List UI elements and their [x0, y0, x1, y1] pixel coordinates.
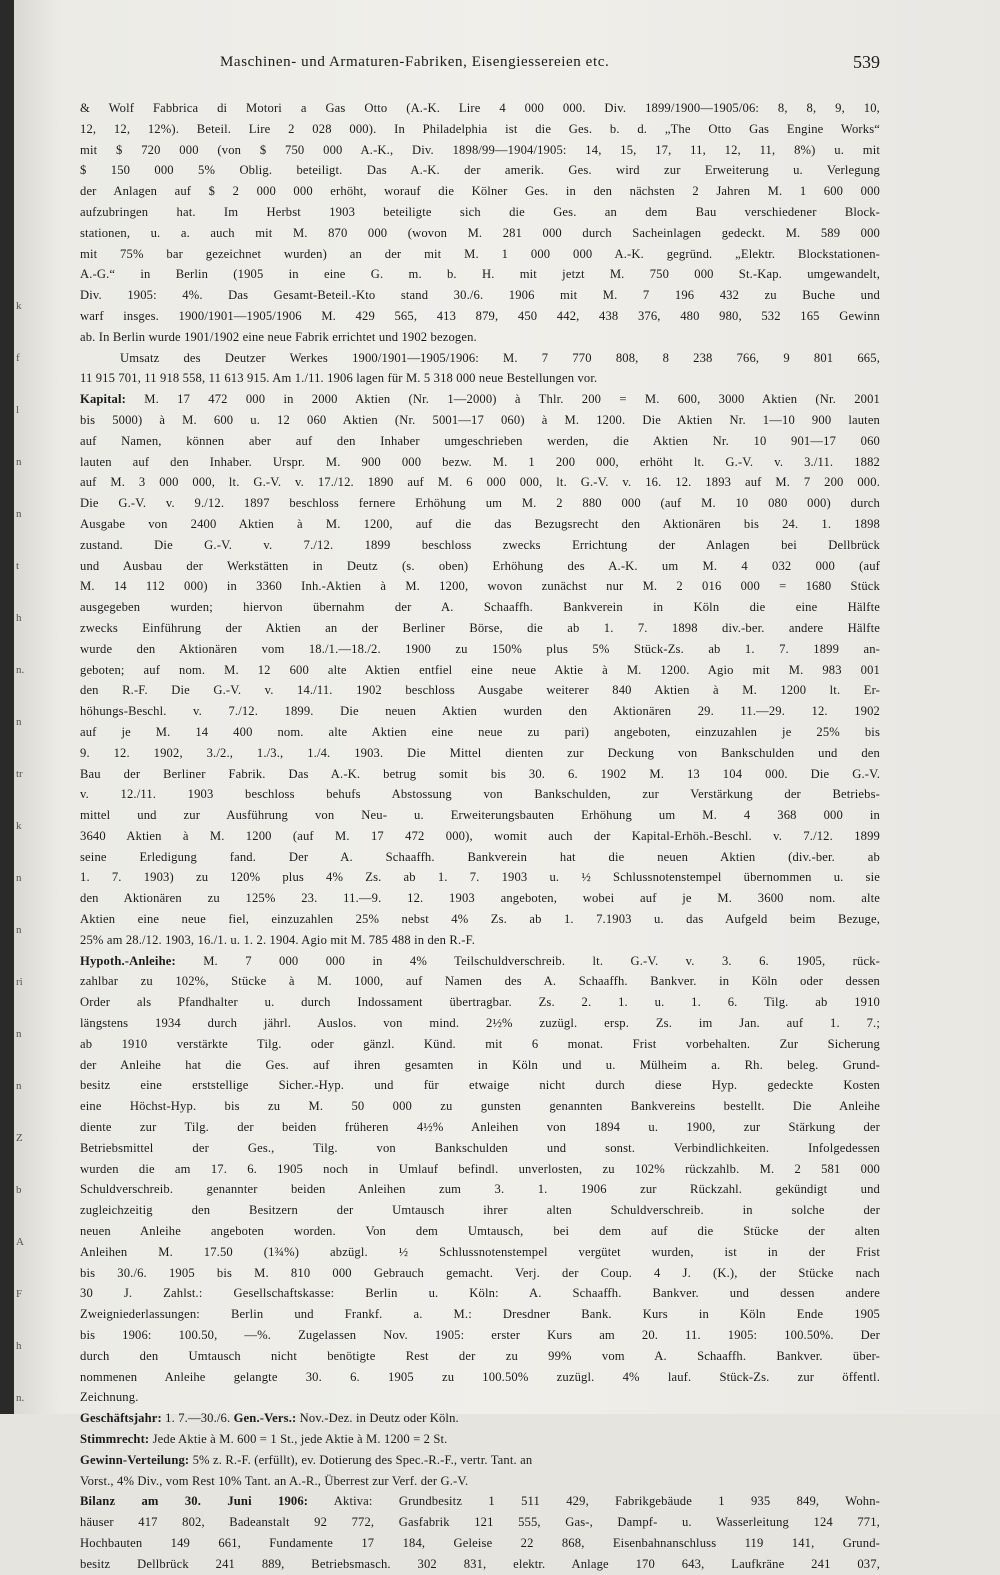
line-text: 1. 7.—30./6. [165, 1411, 231, 1426]
line-text: zwecks Einführung der Aktien an der Berliner Börse, die ab 1. 7. 1898 div.-ber. andere Hälfte [80, 620, 880, 635]
text-line [80, 535, 880, 556]
line-text: 11 915 701, 11 918 558, 11 613 915. Am 1./11. 1906 lagen für M. 5 318 000 neue Bestellungen vor. [80, 371, 598, 386]
line-text: auf Namen, können aber auf den Inhaber umgeschrieben werden, die Aktien Nr. 10 901—17 060 [80, 433, 880, 448]
text-line [80, 909, 880, 930]
text-line [80, 1429, 880, 1450]
margin-fragment: n [16, 456, 22, 468]
line-text: besitz eine erststellige Sicher.-Hyp. und für etwaige nicht durch diese Hyp. gedeckte Kosten [80, 1078, 880, 1093]
line-text: mit 75% bar gezeichnet wurden) an der mit M. 1 000 000 A.-K. gegründ. „Elektr. Blockstationen- [80, 246, 880, 261]
text-line [80, 971, 880, 992]
text-line [80, 1221, 880, 1242]
text-line [80, 888, 880, 909]
line-text: zustand. Die G.-V. v. 7./12. 1899 beschloss zwecks Errichtung der Anlagen bei Dellbrück [80, 537, 880, 552]
line-text: häuser 417 802, Badeanstalt 92 772, Gasfabrik 121 555, Gas-, Dampf- u. Wasserleitung 124 771, [80, 1515, 880, 1530]
line-text: bis 1906: 100.50, —%. Zugelassen Nov. 1905: erster Kurs am 20. 11. 1905: 100.50%. Der [80, 1328, 880, 1343]
section-label: Stimmrecht: [80, 1432, 150, 1446]
line-text: höhungs-Beschl. v. 7./12. 1899. Die neuen Aktien wurden den Aktionären 29. 11.—29. 12. 1902 [80, 704, 880, 719]
margin-fragment: ri [16, 976, 23, 988]
margin-fragment: h [16, 612, 22, 624]
line-text: Order als Pfandhalter u. durch Indossament übertragbar. Zs. 2. 1. u. 1. 6. Tilg. ab 1910 [80, 995, 880, 1010]
running-head: Maschinen- und Armaturen-Fabriken, Eisengiessereien etc. [220, 54, 610, 70]
text-line [80, 847, 880, 868]
text-line [80, 1491, 880, 1512]
line-text: seine Erledigung fand. Der A. Schaaffh. Bankverein hat die neuen Aktien (div.-ber. ab [80, 849, 880, 864]
page-header [120, 54, 880, 78]
text-line [80, 1471, 880, 1492]
text-line [80, 264, 880, 285]
text-line [80, 618, 880, 639]
margin-fragment: f [16, 352, 20, 364]
text-line [80, 389, 880, 410]
line-text: zahlbar zu 102%, Stücke à M. 1000, auf Namen des A. Schaaffh. Bankver. in Köln oder dessen [80, 974, 880, 989]
text-line [80, 514, 880, 535]
text-line [80, 1408, 880, 1429]
line-text: der Anleihe hat die Ges. auf ihren gesamten in Köln und u. Mülheim a. Rh. beleg. Grund- [80, 1057, 880, 1072]
text-line [80, 743, 880, 764]
line-text: mittel und zur Ausführung von Neu- u. Erweiterungsbauten Erhöhung um M. 4 368 000 in [80, 808, 880, 823]
line-text: neuen Anleihe angeboten worden. Von dem Umtausch, bei dem auf die Stücke der alten [80, 1224, 880, 1239]
text-line [80, 472, 880, 493]
text-line [80, 1055, 880, 1076]
line-text: $ 150 000 5% Oblig. beteiligt. Das A.-K. der amerik. Ges. wird zur Erweiterung u. Verlegung [80, 163, 880, 178]
text-line [80, 1450, 880, 1471]
margin-fragment: n [16, 716, 22, 728]
line-text: warf insges. 1900/1901—1905/1906 M. 429 565, 413 879, 450 442, 438 376, 480 980, 532 165 Gewinn [80, 308, 880, 323]
line-text: M. 17 472 000 in 2000 Aktien (Nr. 1—2000) à Thlr. 200 = M. 600, 3000 Aktien (Nr. 2001 [144, 392, 880, 407]
line-text: Schuldverschreib. genannter beiden Anleihen zum 3. 1. 1906 zur Rückzahl. gekündigt und [80, 1182, 880, 1197]
line-text: Umsatz des Deutzer Werkes 1900/1901—1905/1906: M. 7 770 808, 8 238 766, 9 801 665, [120, 350, 880, 365]
text-line [80, 327, 880, 348]
line-text: geboten; auf nom. M. 12 600 alte Aktien entfiel eine neue Aktie à M. 1200. Agio mit M. 983 001 [80, 662, 880, 677]
text-line [80, 1242, 880, 1263]
text-line [80, 140, 880, 161]
margin-fragment: n [16, 872, 22, 884]
line-text: 12, 12, 12%). Beteil. Lire 2 028 000). In Philadelphia ist die Ges. b. d. „The Otto Gas Engine Works“ [80, 121, 880, 136]
page-number: 539 [853, 52, 880, 72]
text-line [80, 1554, 880, 1575]
line-text: 9. 12. 1902, 3./2., 1./3., 1./4. 1903. Die Mittel dienten zur Deckung von Bankschulden und den [80, 745, 880, 760]
line-text: 5% z. R.-F. (erfüllt), ev. Dotierung des Spec.-R.-F., vertr. Tant. an [192, 1452, 533, 1467]
text-line [80, 493, 880, 514]
margin-fragment: Z [16, 1132, 23, 1144]
text-line [80, 992, 880, 1013]
line-text: Vorst., 4% Div., vom Rest 10% Tant. an A.-R., Überrest zur Verf. der G.-V. [80, 1473, 469, 1488]
text-line [80, 160, 880, 181]
margin-fragment: n [16, 1080, 22, 1092]
line-text: 3640 Aktien à M. 1200 (auf M. 17 472 000), womit auch der Kapital-Erhöh.-Beschl. v. 7./12. 1899 [80, 828, 880, 843]
line-text: eine Höchst-Hyp. bis zu M. 50 000 zu gunsten genannten Bankvereins bestellt. Die Anleihe [80, 1099, 880, 1114]
text-line [80, 306, 880, 327]
text-line [80, 597, 880, 618]
line-text: den Aktionären zu 125% 23. 11.—9. 12. 1903 angeboten, wobei auf je M. 3600 nom. alte [80, 891, 880, 906]
text-line [80, 1034, 880, 1055]
line-text: nommenen Anleihe gelangte 30. 6. 1905 zu 100.50% zuzügl. 4% lauf. Stück-Zs. zur öffentl. [80, 1369, 880, 1384]
line-text: Anleihen M. 17.50 (1¾%) abzügl. ½ Schlussnotenstempel vergütet wurden, ist in der Frist [80, 1244, 880, 1259]
line-text: ab. In Berlin wurde 1901/1902 eine neue Fabrik errichtet und 1902 bezogen. [80, 329, 477, 344]
text-line [80, 119, 880, 140]
text-line [80, 1179, 880, 1200]
body-text [80, 98, 880, 1575]
text-line [80, 951, 880, 972]
margin-fragment: n. [16, 1392, 25, 1404]
line-text: wurden die am 17. 6. 1905 noch in Umlauf befindl. unverlosten, zu 102% rückzahlb. M. 2 581 000 [80, 1161, 880, 1176]
section-label: Gewinn-Verteilung: [80, 1452, 190, 1467]
text-line [80, 1325, 880, 1346]
text-line [80, 805, 880, 826]
margin-fragment: tr [16, 768, 23, 780]
text-line [80, 1200, 880, 1221]
section-label: Hypoth.-Anleihe: [80, 953, 176, 968]
line-text: zugleichzeitig den Besitzern der Umtausch ihrer alten Schuldverschreib. in solche der [80, 1203, 880, 1218]
line-text: stationen, u. a. auch mit M. 870 000 (wovon M. 281 000 durch Sacheinlagen gedeckt. M. 589 000 [80, 225, 880, 240]
text-line [80, 410, 880, 431]
line-text: diente zur Tilg. der beiden früheren 4½% Anleihen von 1894 u. 1900, zur Stärkung der [80, 1120, 880, 1135]
scan-edge-shadow [0, 0, 14, 1414]
line-text: A.-G.“ in Berlin (1905 in eine G. m. b. H. mit jetzt M. 750 000 St.-Kap. umgewandelt, [80, 267, 880, 282]
text-line [80, 1159, 880, 1180]
section-label: Bilanz am 30. Juni 1906: [80, 1494, 309, 1509]
line-text: auf je M. 14 400 nom. alte Aktien eine neue zu pari) angeboten, einzuzahlen je 25% bis [80, 724, 880, 739]
margin-fragment: t [16, 560, 20, 572]
text-line [80, 244, 880, 265]
line-text: & Wolf Fabbrica di Motori a Gas Otto (A.-K. Lire 4 000 000. Div. 1899/1900—1905/06: 8, 8, 9, 10, [80, 101, 880, 115]
line-text: 30 J. Zahlst.: Gesellschaftskasse: Berlin u. Köln: A. Schaaffh. Bankver. und dessen andere [80, 1286, 880, 1301]
line-text: aufzubringen hat. Im Herbst 1903 beteiligte sich die Ges. an dem Bau verschiedener Block- [80, 204, 880, 219]
text-line [80, 639, 880, 660]
line-text: durch den Umtausch nicht benötigte Rest der zu 99% vom A. Schaaffh. Bankver. über- [80, 1348, 880, 1363]
line-text: ausgegeben wurden; hiervon übernahm der A. Schaaffh. Bankverein in Köln die eine Hälfte [80, 600, 880, 615]
text-line [80, 784, 880, 805]
text-line [80, 1367, 880, 1388]
text-line [80, 368, 880, 389]
text-line [80, 1512, 880, 1533]
text-line [80, 452, 880, 473]
line-text: Ausgabe von 2400 Aktien à M. 1200, auf die das Bezugsrecht den Aktionären bis 24. 1. 1898 [80, 516, 880, 531]
text-line [80, 1075, 880, 1096]
line-text: auf M. 3 000 000, lt. G.-V. v. 17./12. 1890 auf M. 6 000 000, lt. G.-V. v. 16. 12. 1893 auf M. 7 200 000. [80, 475, 880, 490]
margin-fragment: h [16, 1340, 22, 1352]
margin-fragment: l [16, 404, 20, 416]
text-line [80, 576, 880, 597]
text-line [80, 1138, 880, 1159]
text-line [80, 1304, 880, 1325]
line-text: und Ausbau der Werkstätten in Deutz (s. oben) Erhöhung des A.-K. um M. 4 032 000 (auf [80, 558, 880, 573]
text-line [80, 1013, 880, 1034]
line-text: den R.-F. Die G.-V. v. 14./11. 1902 beschloss Ausgabe weiterer 840 Aktien à M. 1200 lt. Er- [80, 683, 880, 698]
text-line [80, 930, 880, 951]
section-label: Gen.-Vers.: [233, 1411, 297, 1426]
line-text: Bau der Berliner Fabrik. Das A.-K. betrug somit bis 30. 6. 1902 M. 13 104 000. Die G.-V. [80, 766, 880, 781]
text-line [80, 181, 880, 202]
margin-fragment: k [16, 300, 22, 312]
section-label: Geschäftsjahr: [80, 1411, 162, 1426]
text-line [80, 680, 880, 701]
text-line [80, 1533, 880, 1554]
line-text: Aktiva: Grundbesitz 1 511 429, Fabrikgebäude 1 935 849, Wohn- [333, 1494, 880, 1509]
text-line [80, 1263, 880, 1284]
margin-fragment: F [16, 1288, 23, 1300]
line-text: M. 7 000 000 in 4% Teilschuldverschreib. lt. G.-V. v. 3. 6. 1905, rück- [203, 953, 880, 968]
margin-fragment: n [16, 924, 22, 936]
margin-fragment: k [16, 820, 22, 832]
margin-fragments [14, 0, 34, 1414]
line-text: mit $ 720 000 (von $ 750 000 A.-K., Div. 1898/99—1904/1905: 14, 15, 17, 11, 12, 11, 8%) u. mit [80, 142, 880, 157]
text-line [80, 1387, 880, 1408]
text-line [80, 202, 880, 223]
line-text: Jede Aktie à M. 600 = 1 St., jede Aktie à M. 1200 = 2 St. [152, 1432, 448, 1446]
text-line [80, 285, 880, 306]
line-text: bis 30./6. 1905 bis M. 810 000 Gebrauch gemacht. Verj. der Coup. 4 J. (K.), der Stücke nach [80, 1265, 880, 1280]
line-text: der Anlagen auf $ 2 000 000 erhöht, worauf die Kölner Ges. in den nächsten 2 Jahren M. 1 600 000 [80, 184, 880, 199]
section-label: Kapital: [80, 392, 126, 407]
line-text: wurde den Aktionären vom 18./1.—18./2. 1900 zu 150% plus 5% Stück-Zs. ab 1. 7. 1899 an- [80, 641, 880, 656]
margin-fragment: n [16, 1028, 22, 1040]
line-text: lauten auf den Inhaber. Urspr. M. 900 000 bezw. M. 1 200 000, erhöht lt. G.-V. v. 3./11. 1882 [80, 454, 880, 469]
text-line [80, 1346, 880, 1367]
margin-fragment: n [16, 508, 22, 520]
text-line [80, 826, 880, 847]
line-text: 1. 7. 1903) zu 120% plus 4% Zs. ab 1. 7. 1903 u. ½ Schlussnotenstempel übernommen u. sie [80, 870, 880, 885]
line-text: Nov.-Dez. in Deutz oder Köln. [299, 1411, 459, 1426]
line-text: v. 12./11. 1903 beschloss behufs Abstossung von Bankschulden, zur Verstärkung der Betriebs- [80, 787, 880, 802]
text-line [80, 1283, 880, 1304]
text-line [80, 556, 880, 577]
text-line [80, 1117, 880, 1138]
text-line [80, 431, 880, 452]
margin-fragment: A [16, 1236, 24, 1248]
margin-fragment: n. [16, 664, 25, 676]
line-text: Zweigniederlassungen: Berlin und Frankf. a. M.: Dresdner Bank. Kurs in Köln Ende 1905 [80, 1307, 880, 1322]
text-line [80, 764, 880, 785]
line-text: Aktien eine neue fiel, einzuzahlen 25% nebst 4% Zs. ab 1. 7.1903 u. das Aufgeld beim Bezuge, [80, 912, 880, 927]
text-line [80, 348, 880, 369]
text-line [80, 1096, 880, 1117]
text-line [80, 701, 880, 722]
line-text: M. 14 112 000) in 3360 Inh.-Aktien à M. 1200, wovon zunächst nur M. 2 016 000 = 1680 Stück [80, 579, 880, 594]
text-line [80, 660, 880, 681]
line-text: Die G.-V. v. 9./12. 1897 beschloss fernere Erhöhung um M. 2 880 000 (auf M. 10 080 000) durch [80, 496, 880, 511]
line-text: 25% am 28./12. 1903, 16./1. u. 1. 2. 1904. Agio mit M. 785 488 in den R.-F. [80, 932, 476, 947]
text-line [80, 223, 880, 244]
line-text: Zeichnung. [80, 1390, 139, 1405]
line-text: Div. 1905: 4%. Das Gesamt-Beteil.-Kto stand 30./6. 1906 mit M. 7 196 432 zu Buche und [80, 288, 880, 303]
line-text: besitz Dellbrück 241 889, Betriebsmasch. 302 831, elektr. Anlage 170 643, Laufkräne 241 037, [80, 1556, 880, 1571]
line-text: Hochbauten 149 661, Fundamente 17 184, Geleise 22 868, Eisenbahnanschluss 119 141, Grund- [80, 1535, 880, 1550]
text-line [80, 722, 880, 743]
line-text: Betriebsmittel der Ges., Tilg. von Bankschulden und sonst. Verbindlichkeiten. Infolgedessen [80, 1140, 880, 1155]
text-line [80, 867, 880, 888]
line-text: ab 1910 verstärkte Tilg. oder gänzl. Künd. mit 6 monat. Frist vorbehalten. Zur Sicherung [80, 1036, 880, 1051]
line-text: längstens 1934 durch jährl. Auslos. von mind. 2½% zuzügl. ersp. Zs. im Jan. auf 1. 7.; [80, 1016, 880, 1031]
line-text: bis 5000) à M. 600 u. 12 060 Aktien (Nr. 5001—17 060) à M. 1200. Die Aktien Nr. 1—10 900 lauten [80, 412, 880, 427]
margin-fragment: b [16, 1184, 22, 1196]
text-line [80, 98, 880, 119]
